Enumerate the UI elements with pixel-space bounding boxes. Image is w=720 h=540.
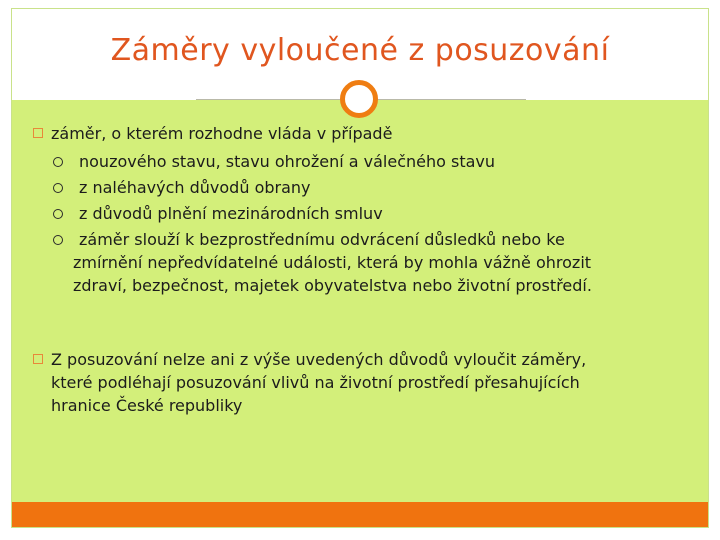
bullet-continuation: které podléhají posuzování vlivů na životní prostředí přesahujících [51,373,580,392]
sub-bullet-text: z naléhavých důvodů obrany [79,178,311,197]
sub-bullet-text: z důvodů plnění mezinárodních smluv [79,204,383,223]
circle-bullet-icon [53,235,63,245]
list-item [33,123,392,145]
sub-bullet-continuation: zmírnění nepředvídatelné události, která by mohla vážně ohrozit [73,253,592,272]
sub-bullet-continuation: zdraví, bezpečnost, majetek obyvatelstva nebo životní prostředí. [73,276,592,295]
square-bullet-icon [33,354,43,364]
bullet-continuation: hranice České republiky [51,396,243,415]
sub-list-item [53,177,673,199]
sub-list-item [53,229,673,251]
square-bullet-icon [33,128,43,138]
circle-bullet-icon [53,157,63,167]
slide-title: Záměry vyloučené z posuzování [110,33,610,68]
sub-bullet-text: záměr slouží k bezprostřednímu odvrácení důsledků nebo ke [79,230,565,249]
sub-list-item [53,203,673,225]
bullet-text: záměr, o kterém rozhodne vláda v případě [51,124,393,143]
sub-bullet-text: nouzového stavu, stavu ohrožení a válečného stavu [79,152,496,171]
circle-bullet-icon [53,183,63,193]
sub-list-item [53,151,673,173]
bullet-text: Z posuzování nelze ani z výše uvedených důvodů vyloučit záměry, [51,350,587,369]
circle-bullet-icon [53,209,63,219]
list-item [33,349,586,371]
